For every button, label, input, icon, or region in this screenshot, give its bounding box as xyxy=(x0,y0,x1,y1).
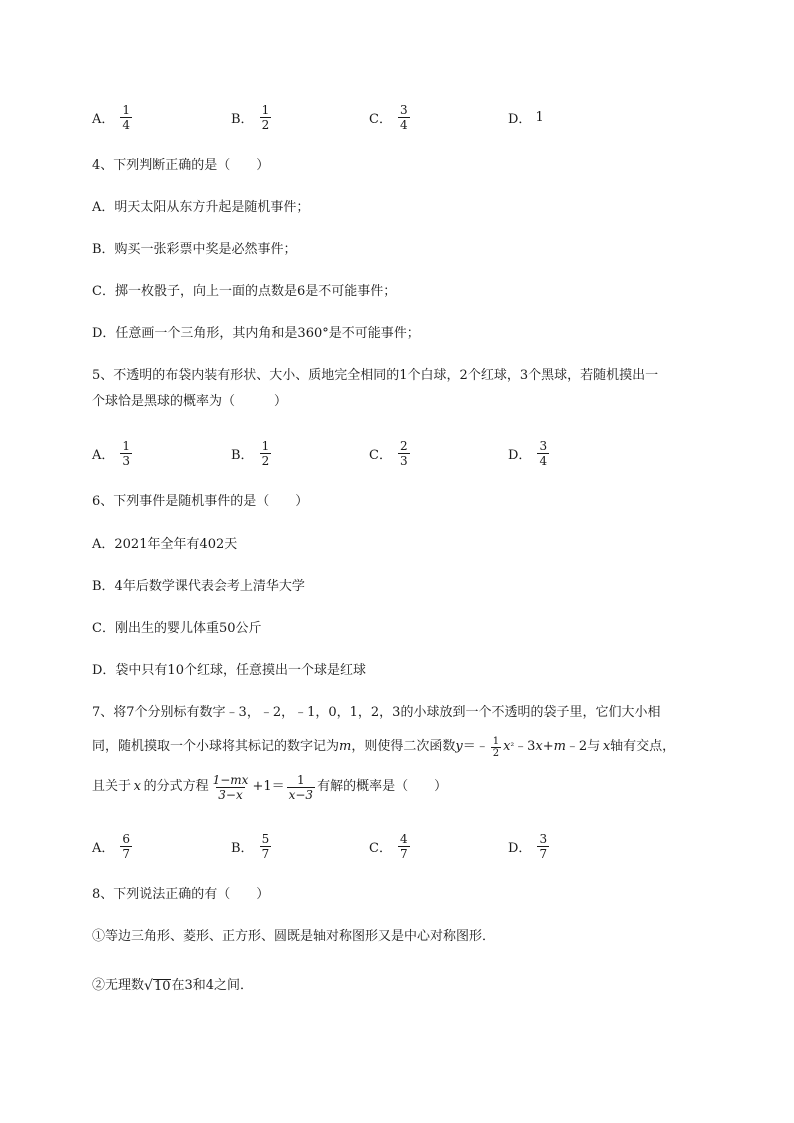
q4-stem: 4、下列判断正确的是（ ） xyxy=(92,158,270,173)
q8-stem: 8、下列说法正确的有（ ） xyxy=(92,887,270,902)
q7-option-d: D． $\frac{3}{7}$ xyxy=(508,831,548,861)
q4-option-b: B．购买一张彩票中奖是必然事件； xyxy=(92,242,297,257)
fraction: $\frac{3}{7}$ xyxy=(539,831,548,861)
q7-line2: 同，随机摸取一个小球将其标记的数字记为 m ，则使得二次函数 y ＝﹣ $\frac{1}{2}$ x ² ﹣3 x + m ﹣2与 x 轴有交点， xyxy=(92,735,676,759)
fraction: $\frac{1}{2}$ xyxy=(492,735,500,759)
fraction: $\frac{5}{7}$ xyxy=(261,831,270,861)
q6-stem: 6、下列事件是随机事件的是（ ） xyxy=(92,494,309,509)
q8-item2: ②无理数 √ 10 在3和4之间． xyxy=(92,978,254,994)
q5-option-c: C． $\frac{2}{3}$ xyxy=(369,438,408,468)
fraction: $\frac{6}{7}$ xyxy=(122,831,131,861)
q7-line3: 且关于 x 的分式方程 $\frac{1-mx}{3-x}$ +1＝ $\frac{1}{x-3}$ 有解的概率是（ ） xyxy=(92,772,448,802)
q6-option-d: D．袋中只有10个红球，任意摸出一个球是红球 xyxy=(92,663,366,678)
q7-option-a: A． $\frac{6}{7}$ xyxy=(92,831,131,861)
fraction: $\frac{1}{3}$ xyxy=(122,438,131,468)
fraction: $\frac{3}{4}$ xyxy=(539,438,548,468)
q5-stem-line1: 5、不透明的布袋内装有形状、大小、质地完全相同的1个白球，2个红球，3个黑球，若随机摸出一 xyxy=(92,368,659,383)
q6-option-c: C．刚出生的婴儿体重50公斤 xyxy=(92,621,262,636)
q3-option-a: A． $\frac{1}{4}$ xyxy=(92,102,131,132)
fraction: $\frac{1}{2}$ xyxy=(261,438,270,468)
q7-line1: 7、将7个分别标有数字﹣3，﹣2，﹣1，0，1，2，3的小球放到一个不透明的袋子里，它们大小相 xyxy=(92,705,661,720)
q5-stem-line2: 个球恰是黑球的概率为（ ） xyxy=(92,394,288,409)
fraction: $\frac{3}{4}$ xyxy=(399,102,408,132)
fraction: $\frac{1-mx}{3-x}$ xyxy=(212,772,249,802)
q4-option-d: D．任意画一个三角形，其内角和是360°是不可能事件； xyxy=(92,326,420,341)
q7-option-b: B． $\frac{5}{7}$ xyxy=(231,831,270,861)
q5-option-a: A． $\frac{1}{3}$ xyxy=(92,438,131,468)
fraction: $\frac{1}{x-3}$ xyxy=(288,772,314,802)
fraction: $\frac{1}{4}$ xyxy=(122,102,131,132)
fraction: $\frac{1}{2}$ xyxy=(261,102,270,132)
q5-option-b: B． $\frac{1}{2}$ xyxy=(231,438,270,468)
q3-option-b: B． $\frac{1}{2}$ xyxy=(231,102,270,132)
q4-option-c: C．掷一枚骰子，向上一面的点数是6是不可能事件； xyxy=(92,284,397,299)
q5-option-d: D． $\frac{3}{4}$ xyxy=(508,438,548,468)
q3-option-c: C． $\frac{3}{4}$ xyxy=(369,102,408,132)
square-root: √ 10 xyxy=(144,978,171,994)
q6-option-a: A．2021年全年有402天 xyxy=(92,537,238,552)
q3-option-d: D． 1 xyxy=(508,109,544,127)
q4-option-a: A．明天太阳从东方升起是随机事件； xyxy=(92,200,310,215)
q6-option-b: B．4年后数学课代表会考上清华大学 xyxy=(92,579,305,594)
fraction: $\frac{4}{7}$ xyxy=(399,831,408,861)
q5-options xyxy=(92,433,712,473)
fraction: $\frac{2}{3}$ xyxy=(399,438,408,468)
q3-options xyxy=(92,97,712,137)
q8-item1: ①等边三角形、菱形、正方形、圆既是轴对称图形又是中心对称图形． xyxy=(92,929,496,944)
q7-options xyxy=(92,826,712,866)
q7-option-c: C． $\frac{4}{7}$ xyxy=(369,831,408,861)
